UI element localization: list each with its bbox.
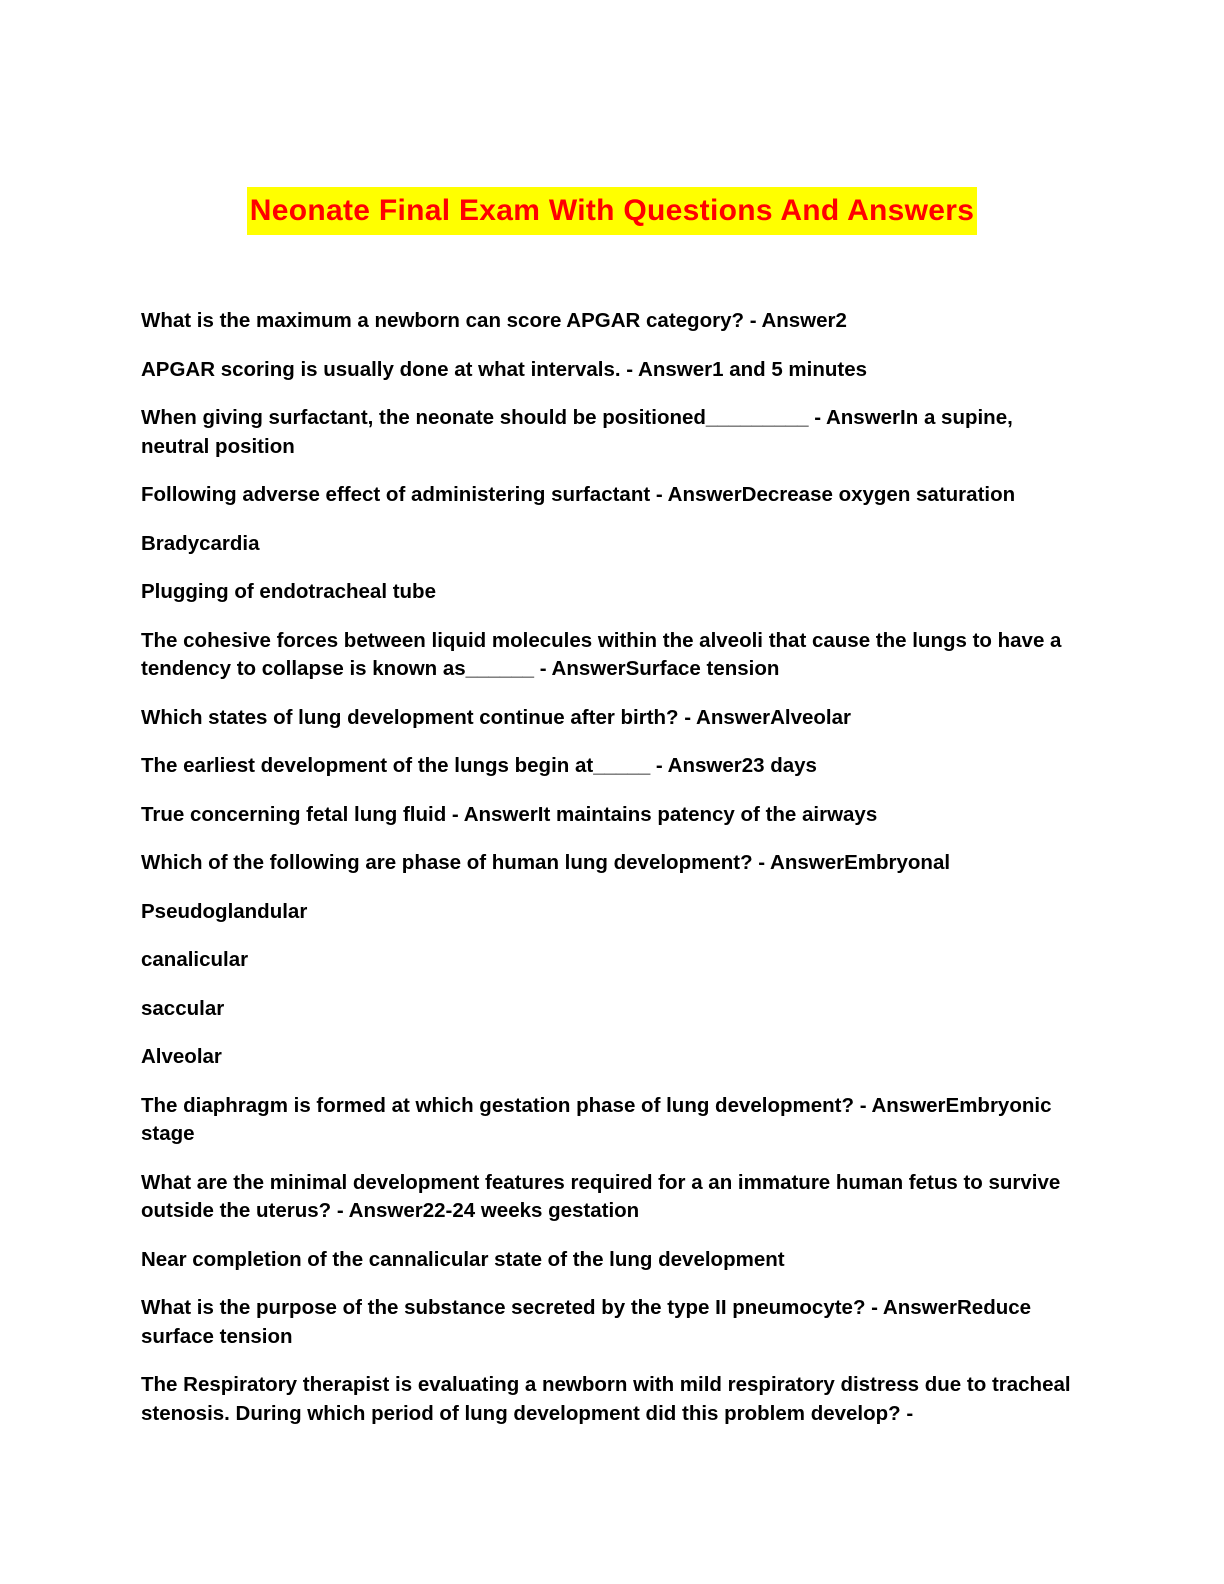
paragraph: Which states of lung development continue after birth? - AnswerAlveolar xyxy=(141,705,851,729)
paragraph: Alveolar xyxy=(141,1045,222,1068)
paragraph: When giving surfactant, the neonate should be positioned_________ - AnswerIn a supine, neutral position xyxy=(141,406,1013,458)
paragraph: True concerning fetal lung fluid - AnswerIt maintains patency of the airways xyxy=(141,802,878,826)
paragraph: Near completion of the cannalicular state of the lung development xyxy=(141,1247,785,1271)
paragraph: Pseudoglandular xyxy=(141,899,308,923)
paragraph: saccular xyxy=(141,996,225,1020)
paragraph: The cohesive forces between liquid molecules within the alveoli that cause the lungs to have a tendency to collapse is known as______ - AnswerSurface tension xyxy=(141,628,1062,680)
paragraph: canalicular xyxy=(141,948,249,971)
title-wrapper xyxy=(0,187,1224,235)
paragraph: What is the purpose of the substance secreted by the type II pneumocyte? - AnswerReduce surface tension xyxy=(141,1296,1032,1348)
paragraph: The earliest development of the lungs begin at_____ - Answer23 days xyxy=(141,754,817,777)
document-title: Neonate Final Exam With Questions And Answers xyxy=(247,187,977,235)
paragraph: What is the maximum a newborn can score APGAR category? - Answer2 xyxy=(141,309,847,332)
paragraph: Following adverse effect of administering surfactant - AnswerDecrease oxygen saturation xyxy=(141,483,1016,506)
paragraph: APGAR scoring is usually done at what intervals. - Answer1 and 5 minutes xyxy=(141,357,868,381)
paragraph: What are the minimal development features required for a an immature human fetus to survive outside the uterus? - Answer22-24 weeks gestation xyxy=(141,1170,1061,1222)
paragraph: Bradycardia xyxy=(141,531,260,555)
paragraph: The Respiratory therapist is evaluating a newborn with mild respiratory distress due to tracheal stenosis. During which period of lung development did this problem develop? - xyxy=(141,1373,1071,1425)
document-body xyxy=(141,307,1086,1448)
paragraph: The diaphragm is formed at which gestation phase of lung development? - AnswerEmbryonic stage xyxy=(141,1093,1052,1145)
paragraph: Plugging of endotracheal tube xyxy=(141,580,436,603)
paragraph: Which of the following are phase of human lung development? - AnswerEmbryonal xyxy=(141,851,951,874)
